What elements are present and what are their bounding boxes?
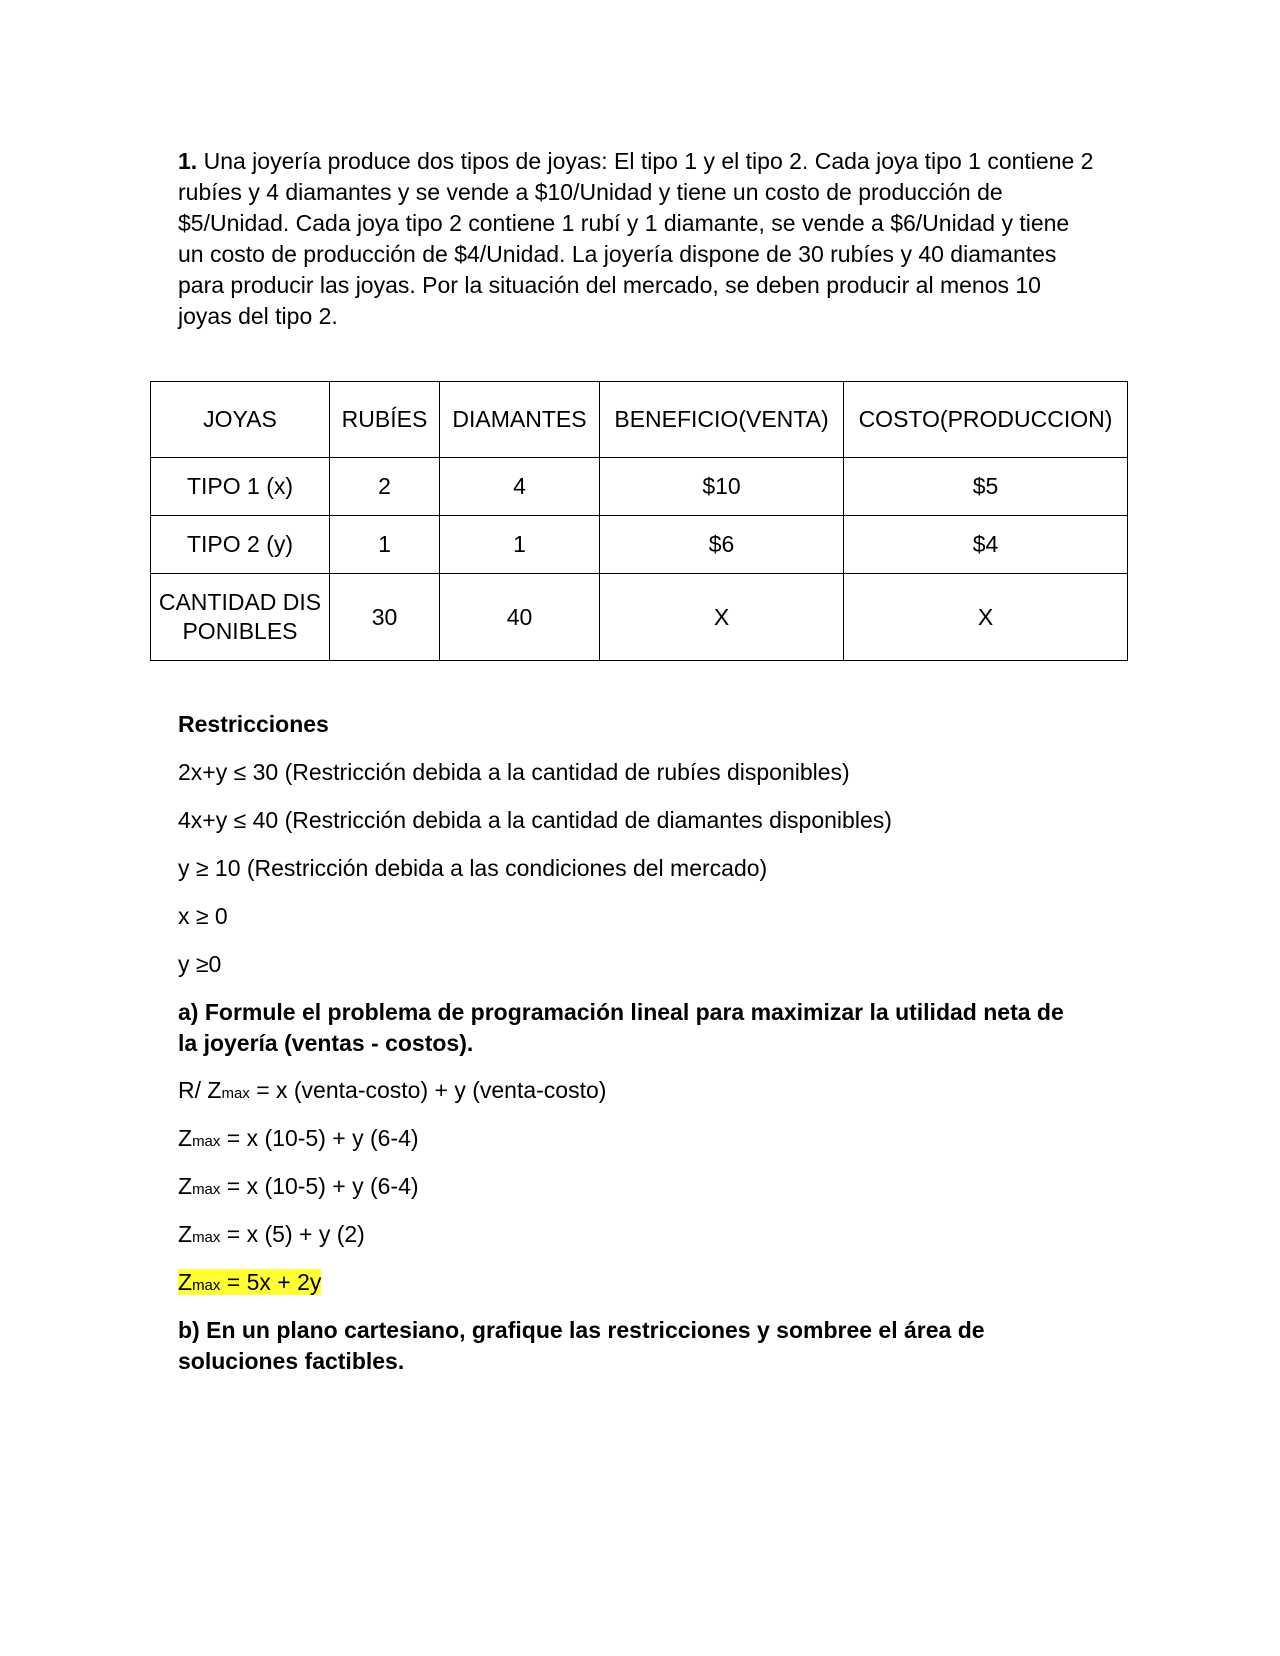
table-header-row (151, 382, 1128, 458)
restriction-line: 4x+y ≤ 40 (Restricción debida a la cantidad de diamantes disponibles) (178, 807, 892, 833)
restriction-line: y ≥ 10 (Restricción debida a las condiciones del mercado) (178, 855, 768, 881)
answer-line (178, 1123, 419, 1157)
table-cell: 1 (440, 516, 600, 574)
answer-expression: = 5x + 2y (226, 1269, 322, 1295)
answer-line (178, 1075, 606, 1109)
restriction-line: x ≥ 0 (178, 903, 228, 929)
subscript: max (192, 1133, 221, 1150)
table-header-cell: DIAMANTES (440, 382, 600, 458)
restriction-line: 2x+y ≤ 30 (Restricción debida a la cantidad de rubíes disponibles) (178, 759, 850, 785)
table-cell: 4 (440, 458, 600, 516)
problem-statement (178, 146, 1098, 332)
table-cell: 30 (330, 574, 440, 661)
restriction-line: y ≥0 (178, 951, 222, 977)
table-cell: X (844, 574, 1128, 661)
table-cell: $10 (600, 458, 844, 516)
table-row (151, 458, 1128, 516)
question-b: b) En un plano cartesiano, grafique las restricciones y sombree el área de soluciones factibles. (178, 1317, 985, 1374)
table-cell: 40 (440, 574, 600, 661)
answer-line (178, 1171, 419, 1205)
restrictions-title: Restricciones (178, 711, 329, 737)
table-cell: $5 (844, 458, 1128, 516)
answer-expression: = x (venta-costo) + y (venta-costo) (256, 1077, 607, 1103)
table-cell: TIPO 1 (x) (151, 458, 330, 516)
table-row (151, 516, 1128, 574)
answer-line (178, 1219, 365, 1253)
table-cell: 1 (330, 516, 440, 574)
answer-expression: = x (5) + y (2) (226, 1221, 365, 1247)
table-cell: X (600, 574, 844, 661)
problem-number: 1. (178, 148, 198, 174)
table-cell: $4 (844, 516, 1128, 574)
question-a: a) Formule el problema de programación lineal para maximizar la utilidad neta de la joyería (ventas - costos). (178, 999, 1064, 1056)
problem-text: Una joyería produce dos tipos de joyas: El tipo 1 y el tipo 2. Cada joya tipo 1 contiene 2 rubíes y 4 diamantes y se vende a $10/Unidad y tiene un costo de producción de $5/Unidad. Cada joya tipo 2 contiene 1 rubí y 1 diamante, se vende a $6/Unidad y tiene un costo de producción de $4/Unidad. La joyería dispone de 30 rubíes y 40 diamantes para producir las joyas. Por la situación del mercado, se deben producir al menos 10 joyas del tipo 2. (178, 148, 1094, 329)
table-cell: 2 (330, 458, 440, 516)
subscript: max (192, 1277, 221, 1294)
z-symbol: Z (178, 1221, 193, 1247)
subscript: max (192, 1229, 221, 1246)
answer-prefix: R/ Z (178, 1077, 222, 1103)
subscript: max (221, 1085, 250, 1102)
data-table (150, 381, 1128, 661)
highlighted-formula (178, 1269, 321, 1295)
table-header-cell: COSTO(PRODUCCION) (844, 382, 1128, 458)
table-row (151, 574, 1128, 661)
table-header-cell: RUBÍES (330, 382, 440, 458)
table-header-cell: JOYAS (151, 382, 330, 458)
answer-expression: = x (10-5) + y (6-4) (226, 1125, 419, 1151)
table-cell: CANTIDAD DISPONIBLES (151, 574, 330, 661)
subscript: max (192, 1181, 221, 1198)
table-cell: $6 (600, 516, 844, 574)
z-symbol: Z (178, 1269, 193, 1295)
answer-expression: = x (10-5) + y (6-4) (226, 1173, 419, 1199)
table-header-cell: BENEFICIO(VENTA) (600, 382, 844, 458)
table-cell: TIPO 2 (y) (151, 516, 330, 574)
z-symbol: Z (178, 1173, 193, 1199)
answer-line-highlighted (178, 1267, 321, 1301)
z-symbol: Z (178, 1125, 193, 1151)
